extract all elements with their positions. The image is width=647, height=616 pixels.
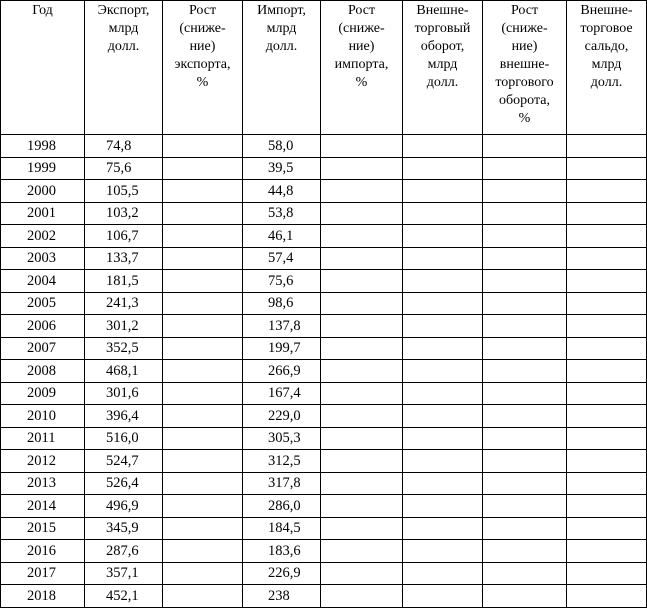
cell-turnover-growth [483, 360, 567, 383]
cell-export: 357,1 [85, 562, 163, 585]
cell-import: 238 [243, 585, 321, 608]
cell-trade-balance [567, 292, 647, 315]
cell-trade-turnover [403, 472, 483, 495]
cell-trade-balance [567, 495, 647, 518]
header-import: Импорт, млрд долл. [243, 1, 321, 135]
cell-trade-balance [567, 337, 647, 360]
cell-trade-balance [567, 450, 647, 473]
table-row [1, 360, 647, 383]
cell-trade-balance [567, 540, 647, 563]
cell-export-growth [163, 337, 243, 360]
cell-import: 266,9 [243, 360, 321, 383]
table-row [1, 517, 647, 540]
cell-import-growth [321, 360, 403, 383]
cell-trade-balance [567, 360, 647, 383]
cell-export: 345,9 [85, 517, 163, 540]
cell-import: 75,6 [243, 270, 321, 293]
cell-export-growth [163, 270, 243, 293]
cell-year: 2007 [1, 337, 85, 360]
cell-year: 2000 [1, 180, 85, 203]
cell-import-growth [321, 225, 403, 248]
cell-turnover-growth [483, 405, 567, 428]
cell-export-growth [163, 292, 243, 315]
cell-trade-balance [567, 382, 647, 405]
cell-year: 2006 [1, 315, 85, 338]
cell-trade-turnover [403, 517, 483, 540]
cell-import-growth [321, 405, 403, 428]
cell-trade-turnover [403, 585, 483, 608]
cell-turnover-growth [483, 292, 567, 315]
cell-export: 301,2 [85, 315, 163, 338]
table-row [1, 270, 647, 293]
cell-year: 2002 [1, 225, 85, 248]
cell-trade-turnover [403, 247, 483, 270]
cell-export-growth [163, 585, 243, 608]
cell-trade-turnover [403, 405, 483, 428]
cell-import: 199,7 [243, 337, 321, 360]
header-row [1, 1, 647, 135]
cell-import: 317,8 [243, 472, 321, 495]
cell-import: 39,5 [243, 157, 321, 180]
cell-turnover-growth [483, 495, 567, 518]
cell-import: 57,4 [243, 247, 321, 270]
cell-export: 452,1 [85, 585, 163, 608]
cell-export-growth [163, 517, 243, 540]
table-row [1, 157, 647, 180]
cell-import: 137,8 [243, 315, 321, 338]
cell-year: 2003 [1, 247, 85, 270]
table-row [1, 315, 647, 338]
header-trade-turnover: Внешне- торговый оборот, млрд долл. [403, 1, 483, 135]
cell-turnover-growth [483, 382, 567, 405]
cell-export-growth [163, 247, 243, 270]
cell-trade-balance [567, 427, 647, 450]
cell-export: 524,7 [85, 450, 163, 473]
cell-trade-balance [567, 157, 647, 180]
cell-import-growth [321, 247, 403, 270]
cell-import: 226,9 [243, 562, 321, 585]
cell-import: 46,1 [243, 225, 321, 248]
cell-import: 98,6 [243, 292, 321, 315]
cell-trade-turnover [403, 540, 483, 563]
cell-import-growth [321, 157, 403, 180]
cell-turnover-growth [483, 472, 567, 495]
header-turnover-growth: Рост (сниже- ние) внешне- торгового оборота, % [483, 1, 567, 135]
cell-export-growth [163, 382, 243, 405]
table-row [1, 495, 647, 518]
cell-trade-turnover [403, 360, 483, 383]
cell-year: 2018 [1, 585, 85, 608]
cell-import-growth [321, 202, 403, 225]
cell-turnover-growth [483, 585, 567, 608]
cell-import: 44,8 [243, 180, 321, 203]
cell-export-growth [163, 180, 243, 203]
cell-import-growth [321, 472, 403, 495]
cell-turnover-growth [483, 225, 567, 248]
cell-export: 241,3 [85, 292, 163, 315]
table-row [1, 202, 647, 225]
cell-trade-turnover [403, 450, 483, 473]
header-export: Экспорт, млрд долл. [85, 1, 163, 135]
table-row [1, 562, 647, 585]
cell-year: 2015 [1, 517, 85, 540]
cell-year: 2013 [1, 472, 85, 495]
table-row [1, 337, 647, 360]
cell-export-growth [163, 427, 243, 450]
cell-export: 352,5 [85, 337, 163, 360]
cell-trade-turnover [403, 427, 483, 450]
cell-year: 2017 [1, 562, 85, 585]
cell-trade-balance [567, 517, 647, 540]
cell-export-growth [163, 450, 243, 473]
cell-year: 2004 [1, 270, 85, 293]
cell-trade-turnover [403, 292, 483, 315]
cell-turnover-growth [483, 562, 567, 585]
cell-trade-turnover [403, 495, 483, 518]
cell-trade-balance [567, 315, 647, 338]
cell-turnover-growth [483, 180, 567, 203]
cell-export: 105,5 [85, 180, 163, 203]
cell-import: 286,0 [243, 495, 321, 518]
cell-import: 184,5 [243, 517, 321, 540]
cell-turnover-growth [483, 247, 567, 270]
cell-import: 229,0 [243, 405, 321, 428]
cell-trade-balance [567, 472, 647, 495]
cell-import: 53,8 [243, 202, 321, 225]
cell-import-growth [321, 337, 403, 360]
table-row [1, 585, 647, 608]
cell-import-growth [321, 315, 403, 338]
cell-trade-balance [567, 247, 647, 270]
table-row [1, 225, 647, 248]
cell-year: 2011 [1, 427, 85, 450]
cell-year: 2016 [1, 540, 85, 563]
cell-trade-balance [567, 585, 647, 608]
cell-year: 2008 [1, 360, 85, 383]
cell-import-growth [321, 135, 403, 158]
cell-year: 2014 [1, 495, 85, 518]
cell-export: 516,0 [85, 427, 163, 450]
cell-export-growth [163, 315, 243, 338]
cell-export: 181,5 [85, 270, 163, 293]
cell-export: 496,9 [85, 495, 163, 518]
cell-export: 75,6 [85, 157, 163, 180]
header-import-growth: Рост (сниже- ние) импорта, % [321, 1, 403, 135]
cell-trade-turnover [403, 562, 483, 585]
cell-import-growth [321, 180, 403, 203]
cell-export-growth [163, 562, 243, 585]
cell-import-growth [321, 562, 403, 585]
cell-turnover-growth [483, 202, 567, 225]
table-row [1, 292, 647, 315]
cell-year: 2001 [1, 202, 85, 225]
cell-trade-balance [567, 270, 647, 293]
cell-import-growth [321, 292, 403, 315]
cell-trade-turnover [403, 157, 483, 180]
cell-turnover-growth [483, 270, 567, 293]
cell-turnover-growth [483, 540, 567, 563]
cell-import: 167,4 [243, 382, 321, 405]
cell-trade-turnover [403, 337, 483, 360]
cell-export-growth [163, 157, 243, 180]
cell-export-growth [163, 540, 243, 563]
cell-trade-balance [567, 562, 647, 585]
cell-year: 1998 [1, 135, 85, 158]
table-row [1, 405, 647, 428]
cell-export-growth [163, 472, 243, 495]
cell-import: 58,0 [243, 135, 321, 158]
cell-import: 312,5 [243, 450, 321, 473]
cell-trade-turnover [403, 225, 483, 248]
cell-export: 526,4 [85, 472, 163, 495]
cell-export-growth [163, 360, 243, 383]
table-row [1, 450, 647, 473]
cell-import: 183,6 [243, 540, 321, 563]
cell-export: 301,6 [85, 382, 163, 405]
cell-turnover-growth [483, 337, 567, 360]
table-row [1, 472, 647, 495]
cell-trade-balance [567, 180, 647, 203]
table-body [1, 135, 647, 608]
cell-import-growth [321, 427, 403, 450]
cell-trade-balance [567, 405, 647, 428]
cell-trade-turnover [403, 180, 483, 203]
cell-year: 2009 [1, 382, 85, 405]
cell-import-growth [321, 517, 403, 540]
header-export-growth: Рост (сниже- ние) экспорта, % [163, 1, 243, 135]
cell-export: 106,7 [85, 225, 163, 248]
cell-turnover-growth [483, 157, 567, 180]
cell-turnover-growth [483, 315, 567, 338]
table-row [1, 540, 647, 563]
cell-turnover-growth [483, 517, 567, 540]
cell-turnover-growth [483, 450, 567, 473]
cell-export: 287,6 [85, 540, 163, 563]
table-row [1, 427, 647, 450]
cell-export: 74,8 [85, 135, 163, 158]
cell-year: 2005 [1, 292, 85, 315]
cell-year: 2010 [1, 405, 85, 428]
cell-trade-balance [567, 225, 647, 248]
cell-export: 468,1 [85, 360, 163, 383]
cell-export-growth [163, 135, 243, 158]
cell-export-growth [163, 225, 243, 248]
cell-trade-turnover [403, 382, 483, 405]
cell-year: 2012 [1, 450, 85, 473]
cell-turnover-growth [483, 427, 567, 450]
cell-import-growth [321, 540, 403, 563]
cell-export-growth [163, 405, 243, 428]
cell-turnover-growth [483, 135, 567, 158]
cell-year: 1999 [1, 157, 85, 180]
cell-trade-turnover [403, 315, 483, 338]
cell-export: 396,4 [85, 405, 163, 428]
table-row [1, 180, 647, 203]
header-year: Год [1, 1, 85, 135]
cell-import-growth [321, 270, 403, 293]
cell-export-growth [163, 202, 243, 225]
cell-export: 133,7 [85, 247, 163, 270]
table-row [1, 247, 647, 270]
cell-export: 103,2 [85, 202, 163, 225]
cell-trade-balance [567, 202, 647, 225]
cell-import-growth [321, 382, 403, 405]
cell-trade-turnover [403, 202, 483, 225]
header-trade-balance: Внешне- торговое сальдо, млрд долл. [567, 1, 647, 135]
cell-import-growth [321, 585, 403, 608]
cell-import-growth [321, 450, 403, 473]
cell-export-growth [163, 495, 243, 518]
cell-import: 305,3 [243, 427, 321, 450]
cell-trade-turnover [403, 135, 483, 158]
cell-import-growth [321, 495, 403, 518]
cell-trade-balance [567, 135, 647, 158]
table-row [1, 135, 647, 158]
cell-trade-turnover [403, 270, 483, 293]
table-row [1, 382, 647, 405]
